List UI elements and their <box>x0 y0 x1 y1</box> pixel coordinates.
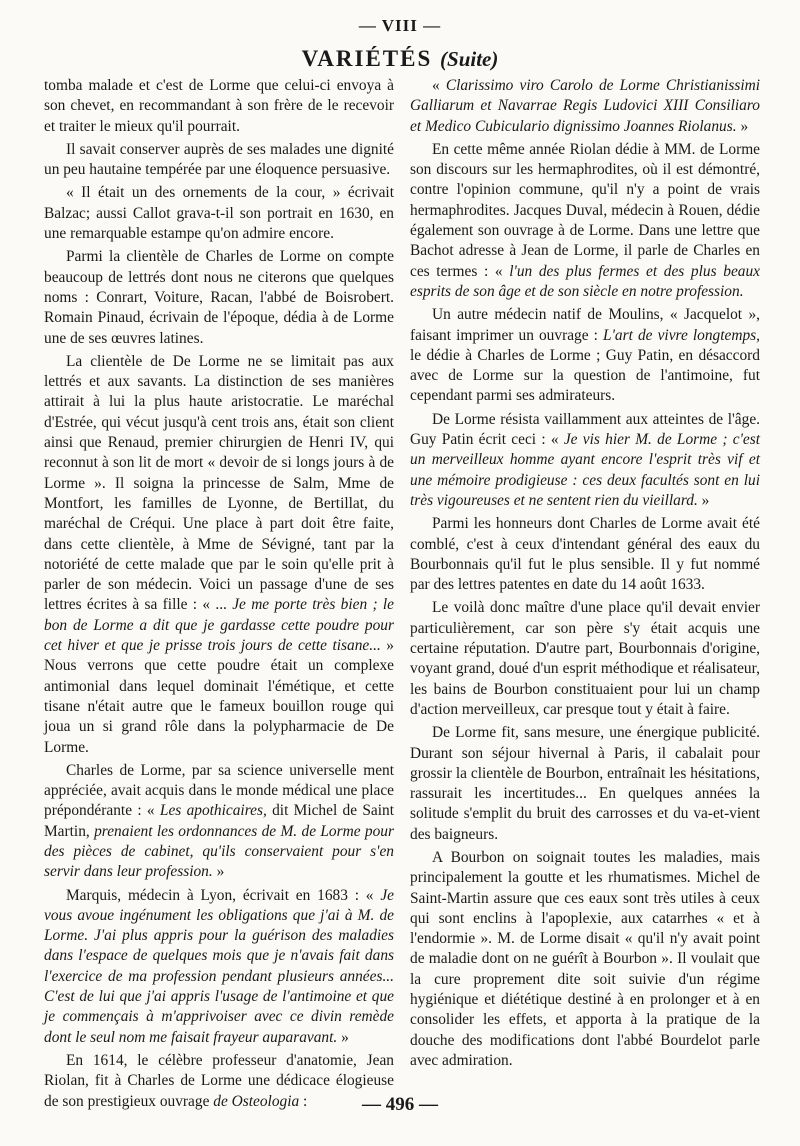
page-number: — 496 — <box>362 1094 438 1115</box>
text-run: « <box>432 77 446 94</box>
text-run: » <box>697 491 710 509</box>
text-run: En 1614, le célèbre professeur d'anatomie, Jean Riolan, fit à Charles de Lorme une dédicace élogieuse de son prestigieux ouvrage <box>44 1051 394 1110</box>
paragraph <box>410 723 760 845</box>
text-run: » <box>337 1028 349 1046</box>
text-run: le dédie à Charles de Lorme ; Guy Patin, en désaccord avec de Lorme sur la question de l'antimoine, fut cependant parmi ses admirateurs. <box>410 346 760 405</box>
text-run: Le voilà donc maître d'une place qu'il devait envier particulièrement, car son père s'y était acquis une certaine réputation. D'autre part, Bourbonnais d'origine, voyant grand, doué d'un esprit méthodique et réalisateur, les bains de Bourbon constituaient pour lui un champ d'action merveilleux, car presque tout y était à faire. <box>410 599 760 718</box>
text-run: Parmi la clientèle de Charles de Lorme on compte beaucoup de lettrés dont nous ne citerons que quelques noms : Conrart, Voiture, Racan, l'abbé de Boisrobert. Romain Pinaud, écrivain de l'époque, dédia à de Lorme une de ses œuvres latines. <box>44 248 394 347</box>
text-run: Parmi les honneurs dont Charles de Lorme avait été comblé, c'est à ceux d'intendant général des eaux du Bourbonnais qu'il fut le plus sensible. Il y fut nommé par des lettres patentes en date du 14 août 1633. <box>410 515 760 594</box>
text-run: » Nous verrons que cette poudre était un complexe antimonial dans lequel dominait l'émétique, et cette tisane n'était autre que le fameux bouillon rouge qui joua un si grand rôle dans la polypharmacie de De Lorme. <box>44 637 394 756</box>
paragraph <box>410 848 760 1071</box>
italic-text: Clarissimo viro Carolo de Lorme Christianissimi Galliarum et Navarrae Regis Ludovici XIII Consiliaro et Medico Cubiculario dignissimo Joannes Riolanus. <box>410 77 760 135</box>
text-run: A Bourbon on soignait toutes les maladies, mais principalement la goutte et les rhumatismes. Michel de Saint-Martin assure que ces eaux sont très utiles à ceux qui sont enclins à l'apoplexie, aux catarrhes « et à l'endormie ». M. de Lorme disait « qu'il n'y avait point de maladie dont on ne guérît à Bourbon ». Il voulait que la cure proprement dite soit suivie d'un régime hygiénique et diététique destiné à en prolonger et à en consolider les effets, et apporta à la pratique de la douche des modifications dont l'abbé Bourdelot parle avec admiration. <box>410 848 760 1069</box>
italic-text: l'un des plus fermes et des plus beaux esprits de son âge et de son siècle en notre profession. <box>410 262 760 300</box>
text-run: Il savait conserver auprès de ses malades une dignité un peu hautaine tempérée par une éloquence persuasive. <box>44 140 394 179</box>
paragraph <box>410 140 760 302</box>
text-run: dit Michel de Saint Martin, <box>44 802 394 840</box>
paragraph <box>44 352 394 758</box>
left-column <box>44 76 395 1110</box>
paragraph <box>410 305 760 406</box>
italic-text: Je vis hier M. de Lorme ; c'est un merveilleux homme ayant encore l'esprit très vif et une mémoire prodigieuse : ces deux facultés sont en lui très vigoureuses et ne sentent rien du vieillard. <box>410 431 761 509</box>
paragraph <box>410 76 760 137</box>
text-run: : <box>299 1092 308 1110</box>
heading-subtitle: (Suite) <box>440 47 499 71</box>
italic-text: Je me porte très bien ; le bon de Lorme a dit que je gardasse cette poudre pour cet hiver et que je prisse trois jours de cette tisane... <box>44 596 395 655</box>
heading-title: VARIÉTÉS <box>301 46 433 71</box>
paragraph <box>44 183 394 244</box>
paragraph <box>44 886 394 1048</box>
right-column <box>410 76 760 1096</box>
italic-text: Les apothicaires, <box>159 802 267 820</box>
italic-text: prenaient les ordonnances de M. de Lorme pour des pièces de cabinet, qu'ils conservaient pour s'en servir dans leur profession. <box>44 822 394 881</box>
text-run: Charles de Lorme, par sa science universelle ment appréciée, avait acquis dans le monde médical une place prépondérante : « <box>44 761 394 820</box>
italic-text: L'art de vivre longtemps, <box>603 326 760 344</box>
text-run: » <box>736 117 749 135</box>
text-run: De Lorme résista vaillamment aux atteintes de l'âge. Guy Patin écrit ceci : « <box>410 410 760 449</box>
paragraph <box>410 410 760 511</box>
italic-text: Je vous avoue ingénument les obligations que j'ai à M. de Lorme. J'ai plus appris pour la guérison des maladies dans l'espace de quelques mois que je n'avais fait dans l'exercice de ma profession pendant plusieurs années... C'est de lui que j'ai appris l'usage de l'antimoine et que je commençais à m'apprivoiser avec ce divin remède dont le seul nom me faisait frayeur auparavant. <box>44 886 394 1046</box>
paragraph <box>44 247 394 348</box>
section-heading <box>0 46 800 72</box>
text-run: La clientèle de De Lorme ne se limitait pas aux lettrés et aux savants. La distinction de ses manières attirait à lui la plus haute aristocratie. Le maréchal d'Estrée, qui vécut jusqu'à cent trois ans, était son client ainsi que Renaud, premier chirurgien de Henri IV, qui reconnut à son lit de mort « devoir de si longs jours à de Lorme ». Il soigna la princesse de Salm, Mme de Montfort, les familles de Lyonne, de Bertillat, du maréchal de Créqui. Une place à part doit être faite, dans cette clientèle, à Mme de Sévigné, tant par la notoriété de cette malade que par le soin qu'elle prit à parler de son médecin. Voici un passage d'une de ses lettres écrites à sa fille : « ... <box>44 352 394 614</box>
text-run: « Il était un des ornements de la cour, » écrivait Balzac; aussi Callot grava-t-il son portrait en 1630, en une remarquable estampe qu'on admire encore. <box>44 184 394 243</box>
text-run: De Lorme fit, sans mesure, une énergique publicité. Durant son séjour hivernal à Paris, il cabalait pour grossir la clientèle de Bourbon, entraînait les hésitations, rassurait les incertitudes... En quelques années la solitude s'emplit du bruit des carrosses et du va-et-vient des baigneurs. <box>410 724 760 843</box>
roman-page-number: — VIII — <box>358 16 442 35</box>
text-run: Marquis, médecin à Lyon, écrivait en 1683 : « <box>66 886 381 904</box>
text-run: Un autre médecin natif de Moulins, « Jacquelot », faisant imprimer un ouvrage : <box>410 306 760 344</box>
paragraph <box>44 761 394 883</box>
text-run: » <box>212 863 225 881</box>
paragraph <box>410 598 760 720</box>
paragraph <box>44 140 394 181</box>
italic-text: de Osteologia <box>213 1092 300 1110</box>
text-run: En cette même année Riolan dédie à MM. de Lorme son discours sur les hermaphrodites, où il est démontré, contre l'opinion commune, qu'il n'y a point de vrais hermaphrodites. Jacques Duval, médecin à Rouen, dédie également son ouvrage à de Lorme. Dans une lettre que Bachot adresse à Jean de Lorme, il parle de Charles en ces termes : « <box>410 140 760 280</box>
paragraph <box>410 514 760 595</box>
text-run: tomba malade et c'est de Lorme que celui-ci envoya à son chevet, en recommandant à son frère de le recevoir et traiter le mieux qu'il pourrait. <box>44 77 394 135</box>
paragraph <box>44 76 394 137</box>
